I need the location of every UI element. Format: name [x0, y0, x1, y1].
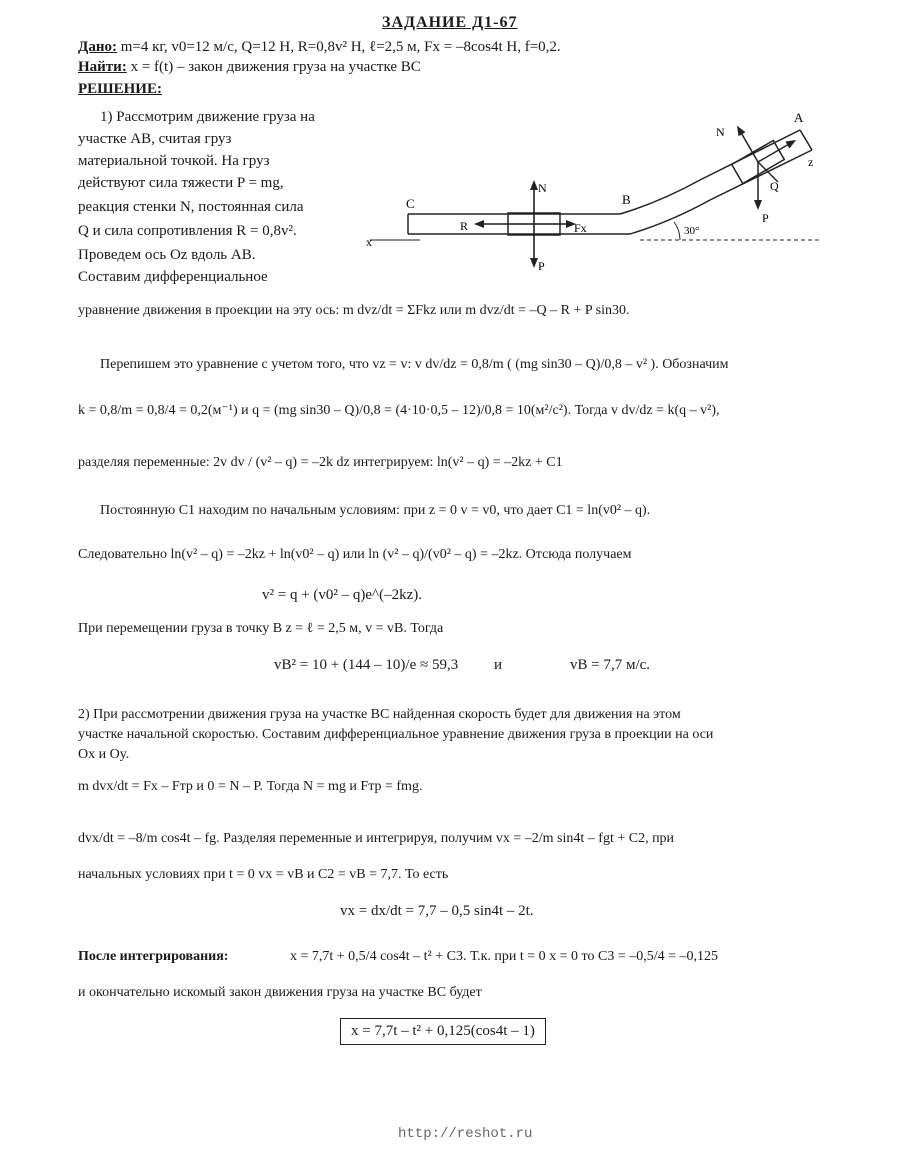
part1-line: Составим дифференциальное	[78, 269, 268, 285]
part1-eq9a: vB² = 10 + (144 – 10)/e ≈ 59,3	[274, 657, 459, 673]
solution-label: РЕШЕНИЕ:	[78, 81, 162, 97]
part1-line: действуют сила тяжести P = mg,	[78, 175, 284, 191]
footer-url: http://reshot.ru	[398, 1126, 533, 1142]
given-text: m=4 кг, v0=12 м/с, Q=12 Н, R=0,8v² Н, ℓ=2,5 м, Fx = –8cos4t Н, f=0,2.	[120, 39, 561, 55]
find-label: Найти:	[78, 59, 127, 75]
label-q: Q	[770, 179, 779, 193]
axis-z-label: z	[808, 155, 814, 169]
part2-eq1: m dvx/dt = Fx – Fтр и 0 = N – P. Тогда N = mg и Fтр = fmg.	[78, 779, 423, 794]
part1-eq2: Перепишем это уравнение с учетом того, что vz = v: v dv/dz = 0,8/m ( (mg sin30 – Q)/0,8 – v² ). Обозначим	[100, 357, 729, 372]
part2-eq2: dvx/dt = –8/m cos4t – fg. Разделяя переменные и интегрируя, получим vx = –2/m sin4t – fgt + C2, при	[78, 831, 675, 846]
mechanics-diagram	[360, 110, 840, 280]
part1-eq5: Постоянную C1 находим по начальным условиям: при z = 0 v = v0, что дает C1 = ln(v0² – q).	[100, 503, 651, 518]
part1-eq3: k = 0,8/m = 0,8/4 = 0,2(м⁻¹) и q = (mg sin30 – Q)/0,8 = (4·10·0,5 – 12)/0,8 = 10(м²/с²). Тогда v dv/dz = k(q – v²),	[78, 403, 720, 418]
final-answer-box: x = 7,7t – t² + 0,125(cos4t – 1)	[340, 1018, 546, 1045]
part2-eq6: и окончательно искомый закон движения груза на участке BC будет	[78, 985, 482, 1000]
part1-line: материальной точкой. На груз	[78, 153, 270, 169]
point-b-label: B	[622, 192, 631, 207]
part1-eq7: v² = q + (v0² – q)e^(–2kz).	[262, 587, 422, 603]
label-n-incline: N	[716, 125, 725, 139]
part1-eq1: уравнение движения в проекции на эту ось: m dvz/dt = ΣFkz или m dvz/dt = –Q – R + P sin30.	[78, 303, 630, 318]
label-p: P	[538, 259, 545, 273]
part2-eq5b: x = 7,7t + 0,5/4 cos4t – t² + C3. Т.к. при t = 0 x = 0 то C3 = –0,5/4 = –0,125	[290, 949, 719, 964]
part2-p1: 2) При рассмотрении движения груза на участке BC найденная скорость будет для движения на этом	[78, 707, 681, 722]
part1-eq4: разделяя переменные: 2v dv / (v² – q) = –2k dz интегрируем: ln(v² – q) = –2kz + C1	[78, 455, 563, 470]
part1-eq9c: vB = 7,7 м/с.	[570, 657, 651, 673]
part1-line: 1) Рассмотрим движение груза на	[100, 109, 315, 125]
given-line	[78, 38, 561, 56]
angle-label: 30°	[684, 225, 700, 237]
part1-eq6: Следовательно ln(v² – q) = –2kz + ln(v0² – q) или ln (v² – q)/(v0² – q) = –2kz. Отсюда получаем	[78, 547, 632, 562]
given-label: Дано:	[78, 39, 117, 55]
part1-line: участке AB, считая груз	[78, 131, 232, 147]
point-c-label: C	[406, 196, 415, 211]
part1-eq9b: и	[494, 657, 503, 673]
part1-line: Q и сила сопротивления R = 0,8v².	[78, 223, 297, 239]
find-line	[78, 58, 421, 76]
part2-eq5a: После интегрирования:	[78, 949, 229, 964]
part1-eq8: При перемещении груза в точку B z = ℓ = 2,5 м, v = vB. Тогда	[78, 621, 444, 636]
part1-line: реакция стенки N, постоянная сила	[78, 199, 304, 215]
label-n: N	[538, 181, 547, 195]
part1-line: Проведем ось Oz вдоль AB.	[78, 247, 256, 263]
label-fx: Fx	[574, 221, 587, 235]
part2-p2: участке начальной скоростью. Составим дифференциальное уравнение движения груза в проекции на оси	[78, 727, 714, 742]
point-a-label: A	[794, 110, 804, 125]
label-r: R	[460, 219, 469, 233]
label-p-incline: P	[762, 211, 769, 225]
part2-eq4: vx = dx/dt = 7,7 – 0,5 sin4t – 2t.	[340, 903, 534, 919]
part2-eq3: начальных условиях при t = 0 vx = vB и C2 = vB = 7,7. То есть	[78, 867, 449, 882]
find-text: x = f(t) – закон движения груза на участке BC	[130, 59, 421, 75]
task-title: ЗАДАНИЕ Д1-67	[382, 14, 518, 31]
part2-p3: Ox и Oy.	[78, 747, 130, 762]
axis-x-label: x	[366, 235, 372, 249]
